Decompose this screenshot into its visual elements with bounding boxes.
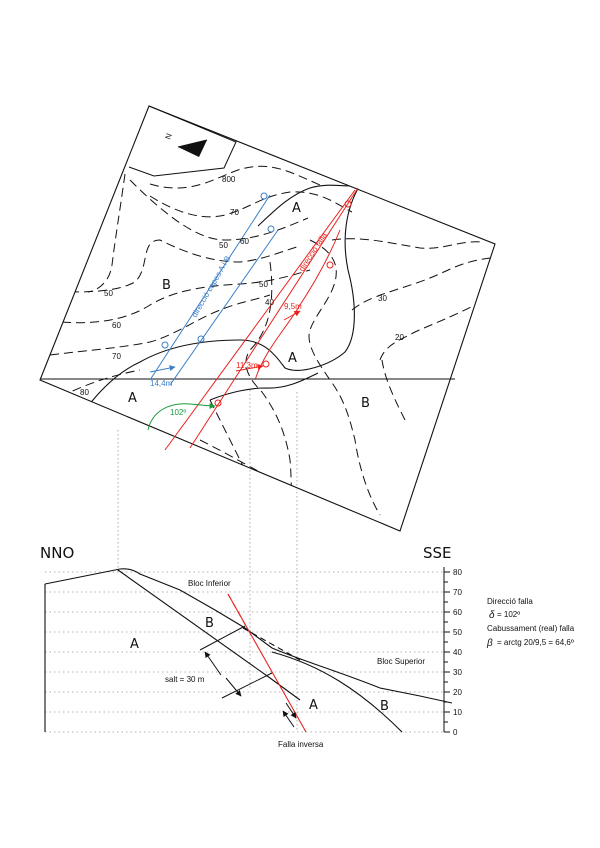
contour-label: 60 bbox=[112, 321, 121, 330]
strike-title: Direcció falla bbox=[487, 597, 533, 606]
contour-line bbox=[62, 270, 310, 323]
unit-label-A-left: A bbox=[130, 637, 139, 652]
throw-dimension bbox=[200, 626, 272, 698]
fault-strike-line bbox=[190, 188, 358, 448]
dip-title: Cabussament (real) falla bbox=[487, 624, 575, 633]
blue-distance-arrow bbox=[150, 367, 175, 372]
contour-label: 50 bbox=[219, 241, 228, 250]
map-content bbox=[50, 166, 490, 515]
dip-value: = arctg 20/9,5 = 64,6º bbox=[497, 638, 574, 647]
axis-tick-label: 70 bbox=[453, 588, 462, 597]
intersection-point bbox=[162, 342, 168, 348]
fault-strike-line bbox=[165, 190, 355, 450]
contour-line bbox=[50, 295, 270, 355]
blue-distance-label: 14,4m bbox=[150, 379, 173, 388]
fault-lines bbox=[165, 188, 358, 450]
contour-line bbox=[352, 258, 490, 310]
axis-tick-label: 30 bbox=[453, 668, 462, 677]
bloc-inferior-label: Bloc Inferior bbox=[188, 579, 231, 588]
notes-panel bbox=[486, 597, 575, 649]
intersection-point bbox=[268, 226, 274, 232]
axis-tick-label: 80 bbox=[453, 568, 462, 577]
red-distance-label-2: 9,5m bbox=[284, 302, 302, 311]
intersection-point bbox=[261, 193, 267, 199]
contour-label: 60 bbox=[240, 237, 249, 246]
bloc-superior-label: Bloc Superior bbox=[377, 657, 426, 666]
contour-label: 70 bbox=[112, 352, 121, 361]
contour-label: 50 bbox=[259, 280, 268, 289]
section-left-label: NNO bbox=[40, 544, 75, 562]
axis-tick-labels bbox=[453, 568, 462, 737]
projection-lines bbox=[118, 390, 297, 730]
contour-line bbox=[130, 180, 308, 240]
axis-tick-label: 50 bbox=[453, 628, 462, 637]
axis-tick-label: 0 bbox=[453, 728, 458, 737]
cross-section-panel bbox=[40, 544, 462, 749]
contour-line bbox=[332, 239, 482, 249]
unit-label-A: A bbox=[128, 391, 137, 406]
contact-line-lower bbox=[210, 373, 318, 400]
unit-label-A: A bbox=[292, 201, 301, 216]
unit-label-B-upper: B bbox=[205, 616, 214, 631]
throw-label: salt = 30 m bbox=[165, 675, 205, 684]
layer-direction-label: direcció capes A i B bbox=[189, 254, 233, 319]
fault-motion-arrows bbox=[283, 703, 296, 727]
section-right-label: SSE bbox=[423, 544, 452, 562]
unit-label-A: A bbox=[288, 351, 297, 366]
unit-label-A-lower: A bbox=[309, 698, 318, 713]
axis-tick-label: 10 bbox=[453, 708, 462, 717]
red-distance-arrow-2 bbox=[284, 311, 300, 320]
fault-point bbox=[263, 361, 269, 367]
axis-tick-label: 60 bbox=[453, 608, 462, 617]
contact-line-upper bbox=[258, 185, 360, 226]
red-distance-label-1: 11,3m bbox=[236, 361, 258, 370]
section-fault bbox=[228, 594, 306, 732]
topographic-profile bbox=[45, 569, 452, 703]
layer-strike-line bbox=[170, 230, 278, 385]
contour-label: 20 bbox=[395, 333, 404, 342]
contour-label: 80 bbox=[80, 388, 89, 397]
axis-tick-label: 20 bbox=[453, 688, 462, 697]
contour-line bbox=[88, 174, 125, 292]
elevation-axis bbox=[444, 567, 450, 732]
section-profile bbox=[45, 569, 452, 732]
beta-symbol: β bbox=[487, 638, 493, 649]
north-arrow-icon bbox=[178, 140, 207, 157]
strike-angle-label: 102º bbox=[170, 408, 187, 417]
delta-symbol: δ bbox=[489, 610, 495, 621]
contour-line bbox=[150, 192, 352, 217]
contact-lines bbox=[85, 185, 360, 410]
map-panel bbox=[40, 106, 495, 531]
contour-label: 40 bbox=[265, 298, 274, 307]
fault-direction-label: direcció falla bbox=[297, 230, 329, 274]
contour-label: 70 bbox=[230, 208, 239, 217]
strike-value: = 102º bbox=[497, 610, 521, 619]
contour-lines bbox=[50, 166, 490, 515]
contact-line-left bbox=[85, 185, 360, 410]
fault-point bbox=[327, 262, 333, 268]
contour-line bbox=[210, 400, 270, 505]
contact-AB-upper bbox=[118, 570, 300, 700]
fault-type-label: Falla inversa bbox=[278, 740, 324, 749]
contour-label: 800 bbox=[222, 175, 236, 184]
unit-label-B: B bbox=[361, 396, 370, 411]
north-label: N bbox=[163, 132, 174, 141]
unit-label-B-right: B bbox=[380, 699, 389, 714]
contour-line bbox=[382, 360, 405, 420]
axis-tick-label: 40 bbox=[453, 648, 462, 657]
unit-label-B: B bbox=[162, 278, 171, 293]
contour-label: 50 bbox=[104, 289, 113, 298]
contour-line bbox=[309, 240, 380, 515]
contour-label: 30 bbox=[378, 294, 387, 303]
